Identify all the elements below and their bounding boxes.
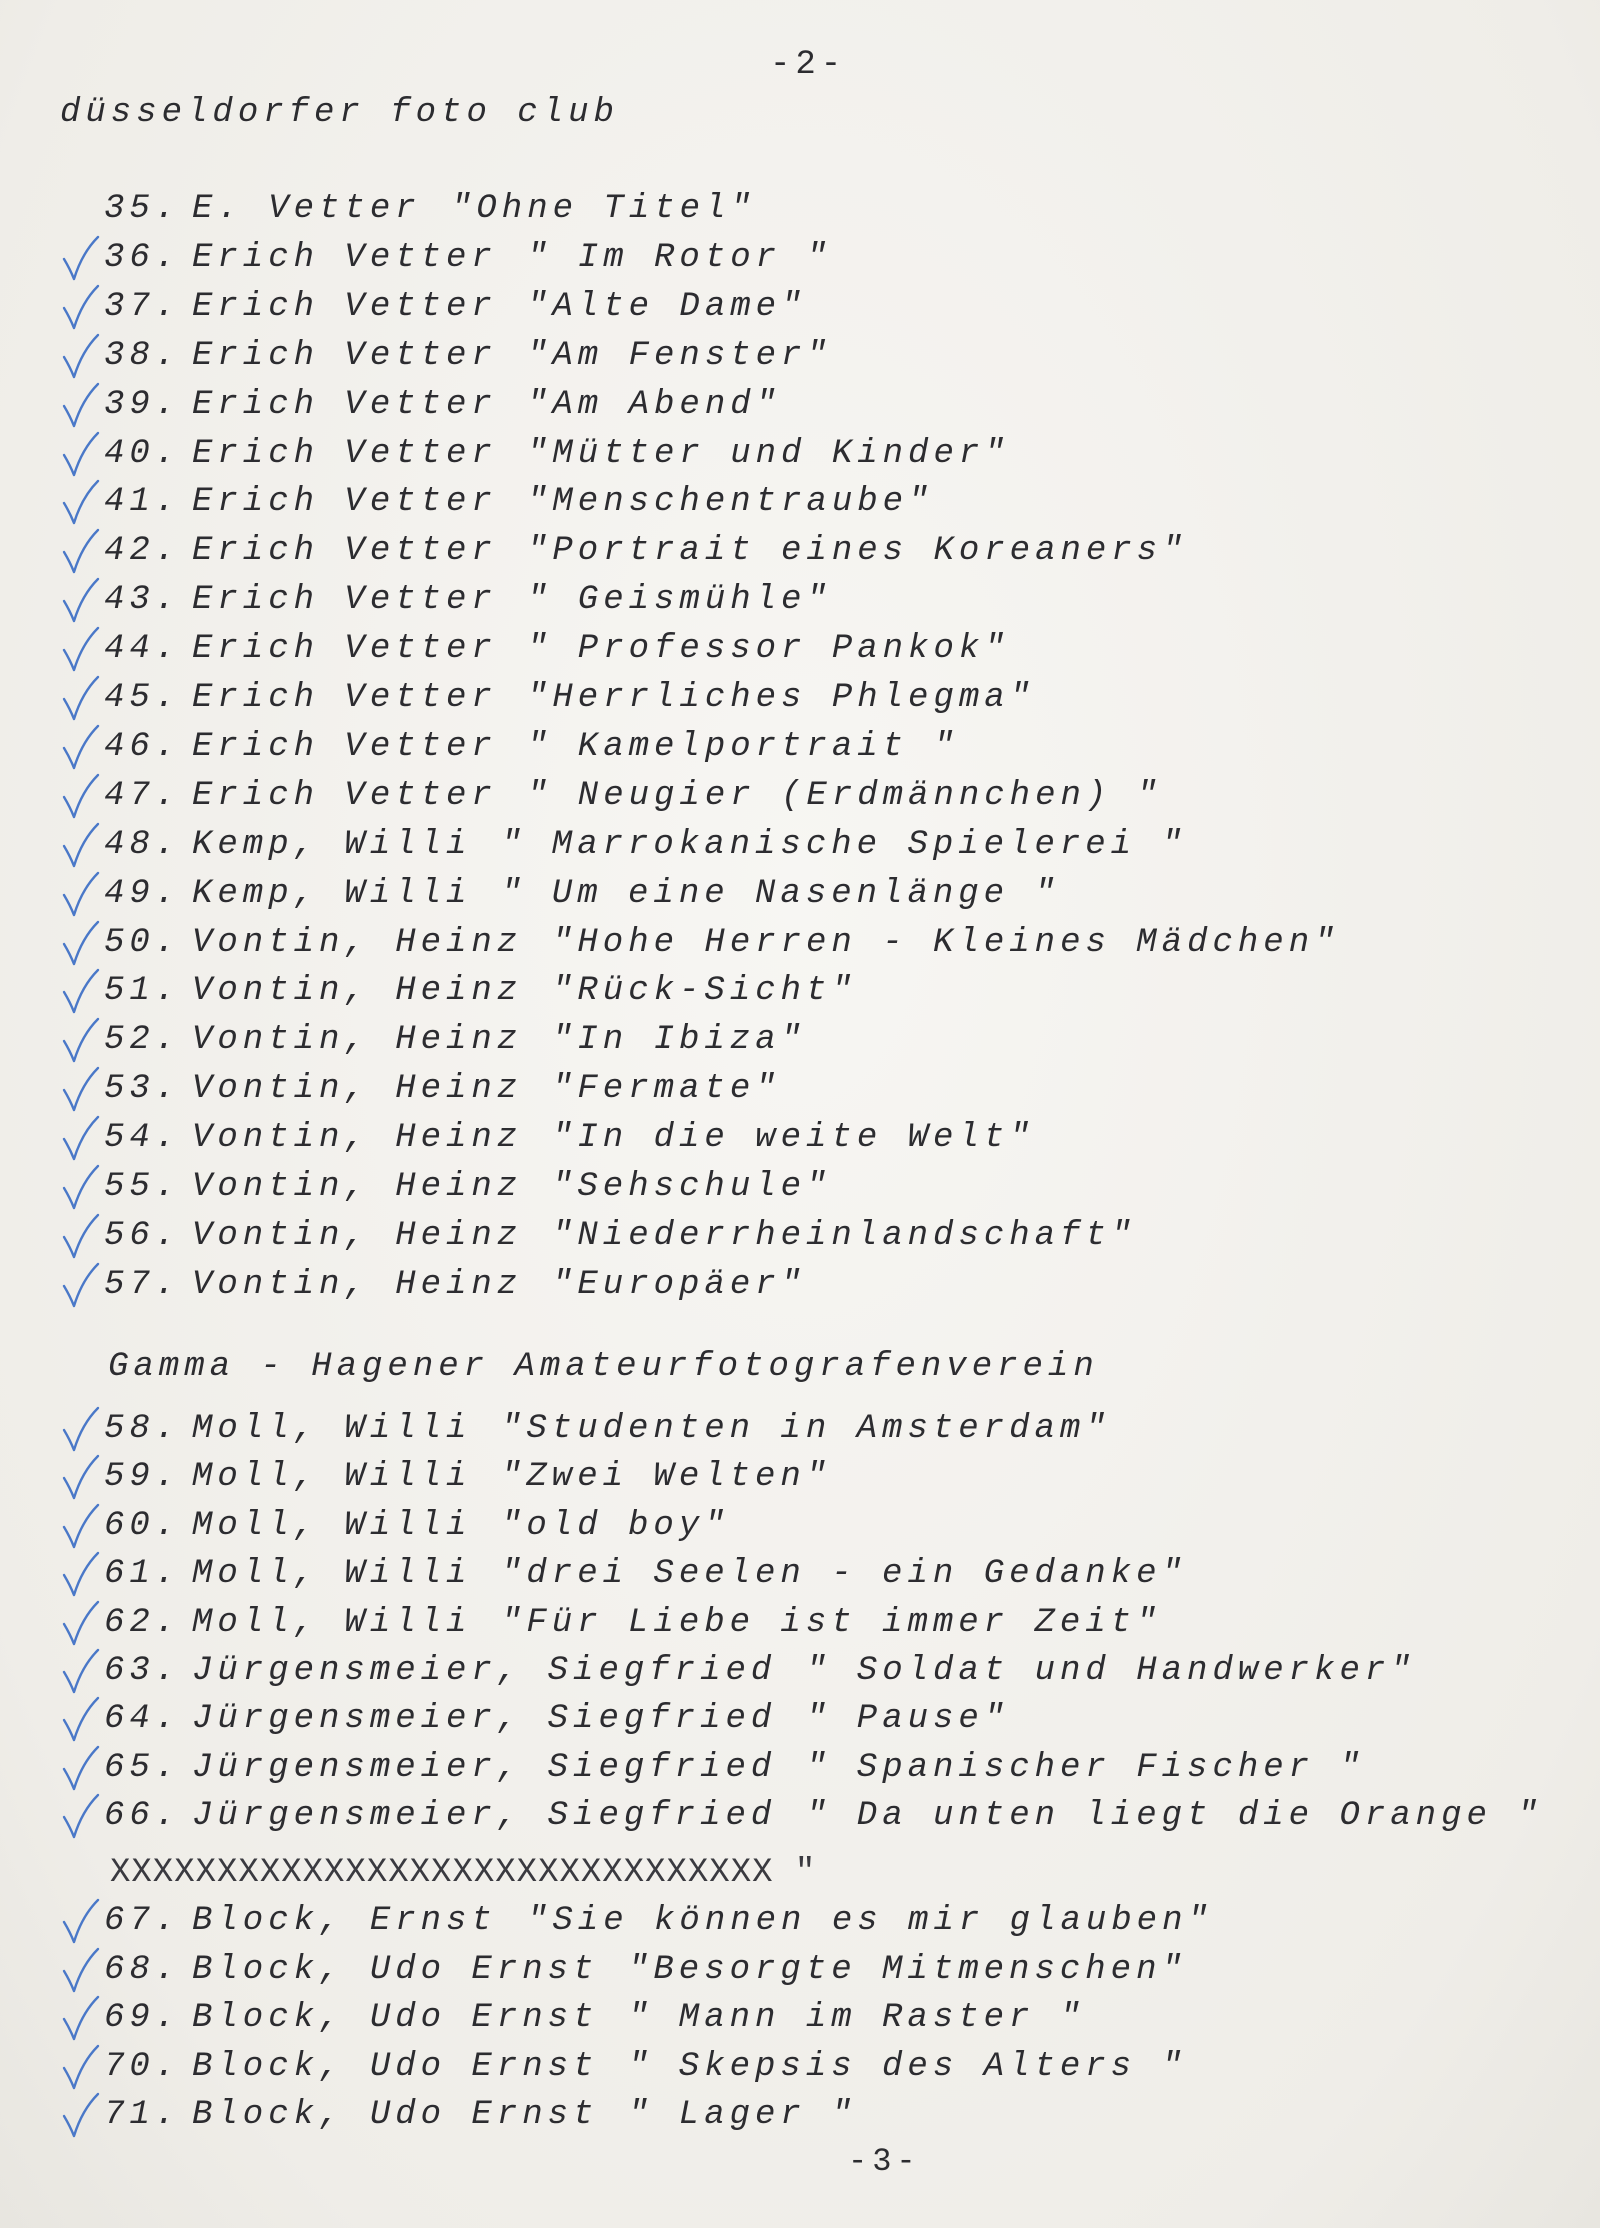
entry-number: 55.	[104, 1168, 181, 1206]
entry-number: 60.	[104, 1506, 181, 1545]
checkmark-icon	[60, 1600, 100, 1648]
entry-photographer: Kemp, Willi	[192, 825, 472, 864]
entry-row	[0, 1460, 1500, 1500]
entry-number: 67.	[104, 1902, 181, 1940]
entry-row	[0, 1748, 1500, 1791]
entry-title: "Alte Dame"	[527, 287, 807, 326]
entry-photographer: Block, Udo Ernst	[192, 1999, 599, 2037]
entry-photographer: Jürgensmeier, Siegfried	[192, 1797, 777, 1836]
entry-title: " Professor Pankok"	[527, 630, 1010, 669]
entry-row	[0, 1412, 1500, 1452]
entry-number: 65.	[104, 1748, 181, 1787]
entry-row	[0, 336, 1500, 379]
checkmark-icon	[60, 479, 100, 527]
entry-row	[0, 1170, 1500, 1210]
entry-photographer: Erich Vetter	[192, 679, 497, 717]
entry-title: "Portrait eines Koreaners"	[527, 532, 1188, 571]
entry-title: "Sie können es mir glauben"	[527, 1902, 1213, 1940]
entry-title: " Spanischer Fischer "	[806, 1748, 1365, 1787]
entry-photographer: Block, Udo Ernst	[192, 1950, 599, 1989]
entry-title: "Besorgte Mitmenschen"	[628, 1950, 1187, 1989]
checkmark-icon	[60, 1745, 100, 1793]
entry-number: 44.	[104, 630, 181, 669]
entry-number: 58.	[104, 1410, 181, 1448]
entry-number: 52.	[104, 1021, 181, 1060]
entry-number: 53.	[104, 1070, 181, 1109]
entry-row	[0, 192, 1500, 232]
entry-row	[0, 1265, 1500, 1308]
entry-title: "Für Liebe ist immer Zeit"	[501, 1603, 1162, 1642]
entry-photographer: Erich Vetter	[192, 336, 497, 375]
entry-row	[0, 1216, 1500, 1259]
entry-row	[0, 385, 1500, 428]
checkmark-icon	[60, 1995, 100, 2043]
checkmark-icon	[60, 2092, 100, 2140]
checkmark-icon	[60, 1898, 100, 1946]
entry-photographer: E. Vetter	[192, 190, 421, 228]
checkmark-icon	[60, 1066, 100, 1114]
entry-title: " Lager "	[628, 2096, 857, 2134]
entry-number: 64.	[104, 1700, 181, 1739]
entry-number: 47.	[104, 776, 181, 815]
checkmark-icon	[60, 333, 100, 381]
entry-number: 39.	[104, 385, 181, 424]
entry-number: 49.	[104, 874, 181, 913]
entry-number: 42.	[104, 532, 181, 571]
entry-photographer: Vontin, Heinz	[192, 1119, 523, 1158]
entry-photographer: Jürgensmeier, Siegfried	[192, 1748, 777, 1787]
entry-row	[0, 727, 1500, 770]
entry-row	[0, 583, 1500, 623]
entry-number: 43.	[104, 581, 181, 620]
entry-title: "Europäer"	[552, 1265, 807, 1304]
entry-title: "Fermate"	[552, 1070, 781, 1109]
entry-row	[0, 2047, 1500, 2090]
entry-photographer: Erich Vetter	[192, 385, 497, 424]
entry-number: 59.	[104, 1458, 181, 1497]
entry-number: 61.	[104, 1555, 181, 1594]
page-number-top: -2-	[770, 46, 847, 84]
checkmark-icon	[60, 1017, 100, 1065]
entry-title: "In Ibiza"	[552, 1021, 807, 1060]
entry-title: " Mann im Raster "	[628, 1999, 1086, 2037]
entry-row	[0, 874, 1500, 917]
entry-row	[0, 434, 1500, 477]
entry-title: " Pause"	[806, 1700, 1010, 1739]
entry-row	[0, 2098, 1500, 2138]
entry-photographer: Moll, Willi	[192, 1506, 472, 1545]
entry-row	[0, 974, 1500, 1014]
section-heading-duesseldorf: düsseldorfer foto club	[60, 94, 619, 132]
entry-photographer: Erich Vetter	[192, 630, 497, 669]
entry-title: "Studenten in Amsterdam"	[501, 1410, 1111, 1448]
entry-row	[0, 1121, 1500, 1161]
entry-photographer: Erich Vetter	[192, 434, 497, 473]
entry-row	[0, 1072, 1500, 1112]
entry-number: 35.	[104, 190, 181, 228]
entry-number: 38.	[104, 336, 181, 375]
entry-title: "drei Seelen - ein Gedanke"	[501, 1555, 1187, 1594]
checkmark-icon	[60, 871, 100, 919]
entry-row	[0, 1702, 1500, 1742]
entry-number: 36.	[104, 238, 181, 277]
entry-row	[0, 2001, 1500, 2041]
checkmark-icon	[60, 626, 100, 674]
entry-photographer: Block, Udo Ernst	[192, 2047, 599, 2086]
entry-photographer: Jürgensmeier, Siegfried	[192, 1652, 777, 1690]
entry-row	[0, 1904, 1500, 1944]
entry-title: " Skepsis des Alters "	[628, 2047, 1187, 2086]
entry-number: 68.	[104, 1950, 181, 1989]
entry-row	[0, 632, 1500, 672]
entry-number: 71.	[104, 2096, 181, 2134]
entry-title: " Im Rotor "	[527, 238, 832, 277]
checkmark-icon	[60, 431, 100, 479]
entry-number: 57.	[104, 1265, 181, 1304]
entry-number: 45.	[104, 679, 181, 717]
entry-title: " Da unten liegt die Orange "	[806, 1797, 1543, 1836]
entry-photographer: Erich Vetter	[192, 287, 497, 326]
entry-row	[0, 287, 1500, 330]
checkmark-icon	[60, 1164, 100, 1212]
entry-row	[0, 1023, 1500, 1063]
checkmark-icon	[60, 186, 100, 234]
entry-row	[0, 238, 1500, 281]
entry-photographer: Kemp, Willi	[192, 874, 472, 913]
entry-photographer: Vontin, Heinz	[192, 1168, 523, 1206]
entry-title: "Am Abend"	[527, 385, 782, 424]
entry-photographer: Vontin, Heinz	[192, 1070, 523, 1109]
checkmark-icon	[60, 1262, 100, 1310]
entry-title: "Herrliches Phlegma"	[527, 679, 1036, 717]
entry-title: "Niederrheinlandschaft"	[552, 1216, 1137, 1255]
entry-photographer: Erich Vetter	[192, 776, 497, 815]
entry-photographer: Vontin, Heinz	[192, 972, 523, 1011]
entry-row	[0, 1603, 1500, 1646]
entry-number: 51.	[104, 972, 181, 1011]
entry-row	[0, 485, 1500, 525]
checkmark-icon	[60, 235, 100, 283]
entry-number: 66.	[104, 1797, 181, 1836]
entry-title: "old boy"	[501, 1506, 730, 1545]
entry-title: " Kamelportrait "	[527, 727, 959, 766]
entry-title: "Rück-Sicht"	[552, 972, 857, 1011]
entry-row	[0, 825, 1500, 868]
checkmark-icon	[60, 2044, 100, 2092]
entry-row	[0, 1797, 1543, 1839]
entry-title: "Menschentraube"	[527, 483, 934, 522]
entry-number: 62.	[104, 1603, 181, 1642]
entry-number: 63.	[104, 1652, 181, 1690]
entry-row	[0, 1557, 1500, 1597]
checkmark-icon	[60, 968, 100, 1016]
entry-title: "Am Fenster"	[527, 336, 832, 375]
checkmark-icon	[60, 675, 100, 723]
entry-photographer: Vontin, Heinz	[192, 1021, 523, 1060]
entry-row	[0, 1506, 1500, 1549]
checkmark-icon	[60, 1213, 100, 1261]
entry-photographer: Erich Vetter	[192, 532, 497, 571]
entry-number: 48.	[104, 825, 181, 864]
entry-title: "Sehschule"	[552, 1168, 832, 1206]
entry-photographer: Moll, Willi	[192, 1458, 472, 1497]
entry-photographer: Vontin, Heinz	[192, 923, 523, 962]
checkmark-icon	[60, 822, 100, 870]
entry-number: 46.	[104, 727, 181, 766]
page-number-bottom: -3-	[848, 2143, 921, 2180]
entry-photographer: Moll, Willi	[192, 1603, 472, 1642]
entry-row	[0, 776, 1500, 819]
entry-number: 56.	[104, 1216, 181, 1255]
checkmark-icon	[60, 284, 100, 332]
entry-number: 50.	[104, 923, 181, 962]
entry-photographer: Vontin, Heinz	[192, 1265, 523, 1304]
entry-title: "Ohne Titel"	[451, 190, 756, 228]
entry-photographer: Moll, Willi	[192, 1410, 472, 1448]
entry-title: " Soldat und Handwerker"	[806, 1652, 1416, 1690]
checkmark-icon	[60, 1406, 100, 1454]
checkmark-icon	[60, 1551, 100, 1599]
checkmark-icon	[60, 577, 100, 625]
checkmark-icon	[60, 773, 100, 821]
entry-photographer: Vontin, Heinz	[192, 1216, 523, 1255]
entry-row	[0, 534, 1500, 574]
struck-out-line: XXXXXXXXXXXXXXXXXXXXXXXXXXXXXXX "	[110, 1854, 817, 1892]
entry-row	[0, 923, 1500, 966]
entry-title: "Zwei Welten"	[501, 1458, 832, 1497]
section-heading-gamma: Gamma - Hagener Amateurfotografenverein	[108, 1348, 1099, 1386]
entry-title: "Mütter und Kinder"	[527, 434, 1010, 473]
checkmark-icon	[60, 1648, 100, 1696]
checkmark-icon	[60, 1793, 100, 1841]
entry-title: " Neugier (Erdmännchen) "	[527, 776, 1163, 815]
entry-photographer: Erich Vetter	[192, 238, 497, 277]
checkmark-icon	[60, 920, 100, 968]
checkmark-icon	[60, 528, 100, 576]
entry-number: 41.	[104, 483, 181, 522]
entry-photographer: Erich Vetter	[192, 727, 497, 766]
entry-number: 69.	[104, 1999, 181, 2037]
entry-number: 54.	[104, 1119, 181, 1158]
checkmark-icon	[60, 1115, 100, 1163]
entry-photographer: Erich Vetter	[192, 483, 497, 522]
checkmark-icon	[60, 382, 100, 430]
entry-number: 70.	[104, 2047, 181, 2086]
entry-photographer: Erich Vetter	[192, 581, 497, 620]
checkmark-icon	[60, 724, 100, 772]
entry-row	[0, 1950, 1500, 1993]
checkmark-icon	[60, 1454, 100, 1502]
entry-photographer: Moll, Willi	[192, 1555, 472, 1594]
entry-row	[0, 681, 1500, 721]
checkmark-icon	[60, 1503, 100, 1551]
entry-title: " Marrokanische Spielerei "	[501, 825, 1187, 864]
entry-title: " Um eine Nasenlänge "	[501, 874, 1060, 913]
entry-number: 37.	[104, 287, 181, 326]
entry-photographer: Block, Ernst	[192, 1902, 497, 1940]
entry-row	[0, 1654, 1500, 1694]
entry-number: 40.	[104, 434, 181, 473]
checkmark-icon	[60, 1947, 100, 1995]
entry-photographer: Block, Udo Ernst	[192, 2096, 599, 2134]
checkmark-icon	[60, 1696, 100, 1744]
entry-title: " Geismühle"	[527, 581, 832, 620]
entry-title: "Hohe Herren - Kleines Mädchen"	[552, 923, 1340, 962]
entry-title: "In die weite Welt"	[552, 1119, 1035, 1158]
entry-photographer: Jürgensmeier, Siegfried	[192, 1700, 777, 1739]
